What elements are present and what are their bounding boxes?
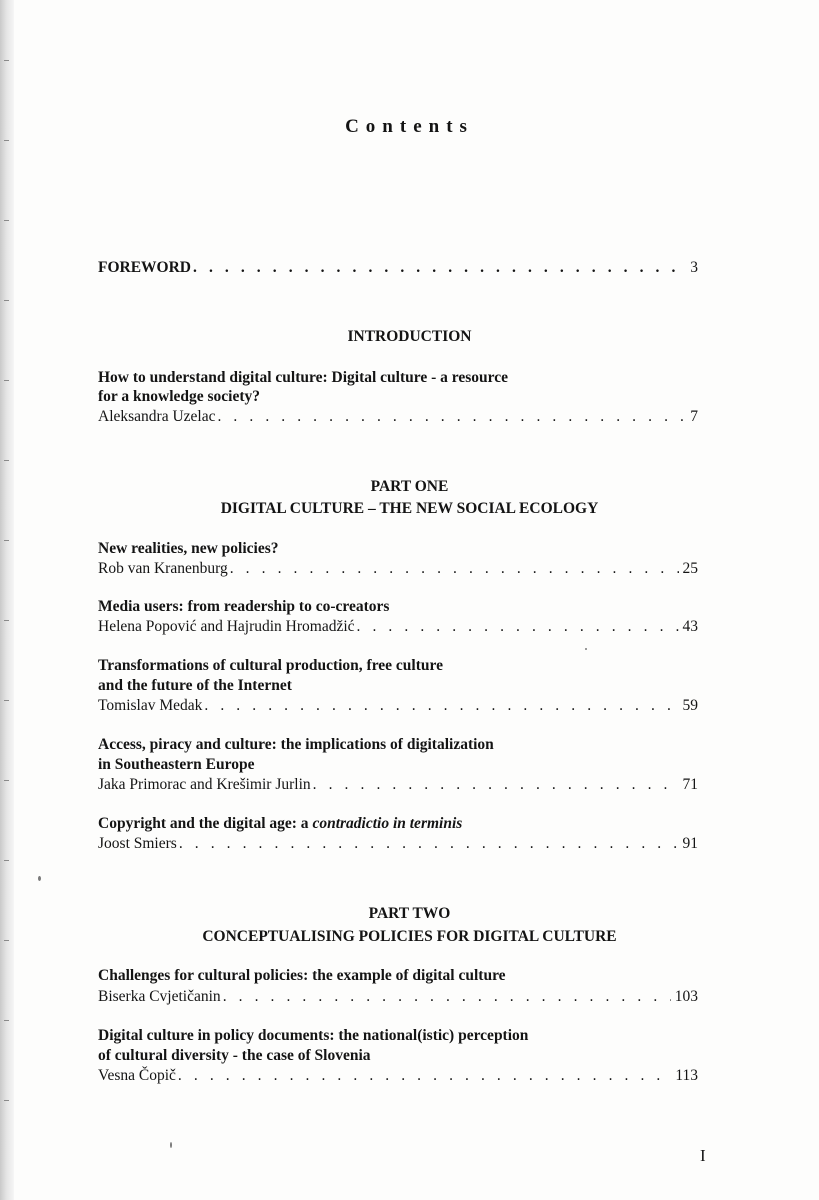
entry-author: Aleksandra Uzelac	[98, 408, 216, 425]
entry-author-line	[98, 696, 698, 715]
section-subheading-part-one: DIGITAL CULTURE – THE NEW SOCIAL ECOLOGY	[220, 500, 599, 517]
dot-leader	[204, 696, 678, 715]
entry-title-line: Digital culture in policy documents: the national(istic) perception	[98, 1027, 529, 1044]
entry-author: Helena Popović and Hajrudin Hromadžić	[98, 618, 355, 635]
entry-title-line: How to understand digital culture: Digital culture - a resource	[98, 369, 509, 386]
entry-title: FOREWORD	[98, 259, 191, 276]
entry-title-text: Copyright and the digital age: a	[98, 815, 313, 832]
entry-title-line: Challenges for cultural policies: the example of digital culture	[98, 967, 506, 984]
section-heading-part-two: PART TWO	[368, 905, 451, 922]
entry-title-line: Media users: from readership to co-creators	[98, 598, 390, 615]
binding-mark	[4, 460, 9, 461]
entry-author-line	[98, 559, 698, 578]
dot-leader	[193, 258, 686, 277]
entry-author: Vesna Čopič	[98, 1067, 176, 1084]
toc-entry-foreword[interactable]	[98, 258, 698, 277]
binding-mark	[4, 380, 9, 381]
entry-page-number: 3	[690, 259, 698, 276]
dot-leader	[217, 407, 686, 426]
binding-mark	[4, 1100, 9, 1101]
scan-speck	[38, 876, 41, 881]
entry-page-number: 7	[690, 408, 698, 425]
binding-mark	[4, 780, 9, 781]
entry-title-line: for a knowledge society?	[98, 388, 261, 405]
entry-author-line	[98, 987, 698, 1006]
entry-title-line	[98, 814, 698, 833]
binding-mark	[4, 540, 9, 541]
binding-mark	[4, 860, 9, 861]
binding-mark	[4, 700, 9, 701]
entry-page-number: 43	[682, 618, 698, 635]
section-subheading-part-two: CONCEPTUALISING POLICIES FOR DIGITAL CULTURE	[202, 928, 617, 945]
entry-page-number: 25	[682, 560, 698, 577]
entry-page-number: 59	[682, 697, 698, 714]
entry-author-line	[98, 1066, 698, 1085]
entry-author: Jaka Primorac and Krešimir Jurlin	[98, 776, 311, 793]
entry-title-line: in Southeastern Europe	[98, 756, 255, 773]
entry-author: Rob van Kranenburg	[98, 560, 228, 577]
entry-title-line: of cultural diversity - the case of Slovenia	[98, 1047, 371, 1064]
binding-mark	[4, 60, 9, 61]
entry-author-line	[98, 407, 698, 426]
entry-author: Joost Smiers	[98, 835, 177, 852]
dot-leader	[357, 617, 679, 636]
entry-title-line: and the future of the Internet	[98, 677, 292, 694]
dot-leader	[178, 1066, 671, 1085]
dot-leader	[313, 775, 679, 794]
entry-author-line	[98, 834, 698, 853]
section-heading-introduction: INTRODUCTION	[347, 328, 472, 345]
binding-mark	[4, 1020, 9, 1021]
scan-speck	[585, 648, 587, 650]
entry-author: Biserka Cvjetičanin	[98, 988, 221, 1005]
entry-title-italic: contradictio in terminis	[312, 815, 463, 832]
binding-mark	[4, 220, 9, 221]
page-number: I	[700, 1146, 706, 1165]
binding-mark	[4, 140, 9, 141]
binding-mark	[4, 620, 9, 621]
contents-title: Contents	[345, 116, 474, 137]
entry-page-number: 71	[682, 776, 698, 793]
entry-page-number: 103	[674, 988, 698, 1005]
scan-speck	[170, 1142, 172, 1148]
dot-leader	[223, 987, 671, 1006]
dot-leader	[179, 834, 679, 853]
scan-binding-edge	[0, 0, 14, 1200]
entry-author-line	[98, 617, 698, 636]
entry-author: Tomislav Medak	[98, 697, 203, 714]
entry-page-number: 113	[675, 1067, 698, 1084]
entry-author-line	[98, 775, 698, 794]
binding-mark	[4, 300, 9, 301]
dot-leader	[230, 559, 679, 578]
entry-title-line: New realities, new policies?	[98, 540, 279, 557]
entry-page-number: 91	[682, 835, 698, 852]
entry-title-line: Transformations of cultural production, free culture	[98, 657, 443, 674]
entry-title-line: Access, piracy and culture: the implications of digitalization	[98, 736, 494, 753]
section-heading-part-one: PART ONE	[370, 478, 449, 495]
